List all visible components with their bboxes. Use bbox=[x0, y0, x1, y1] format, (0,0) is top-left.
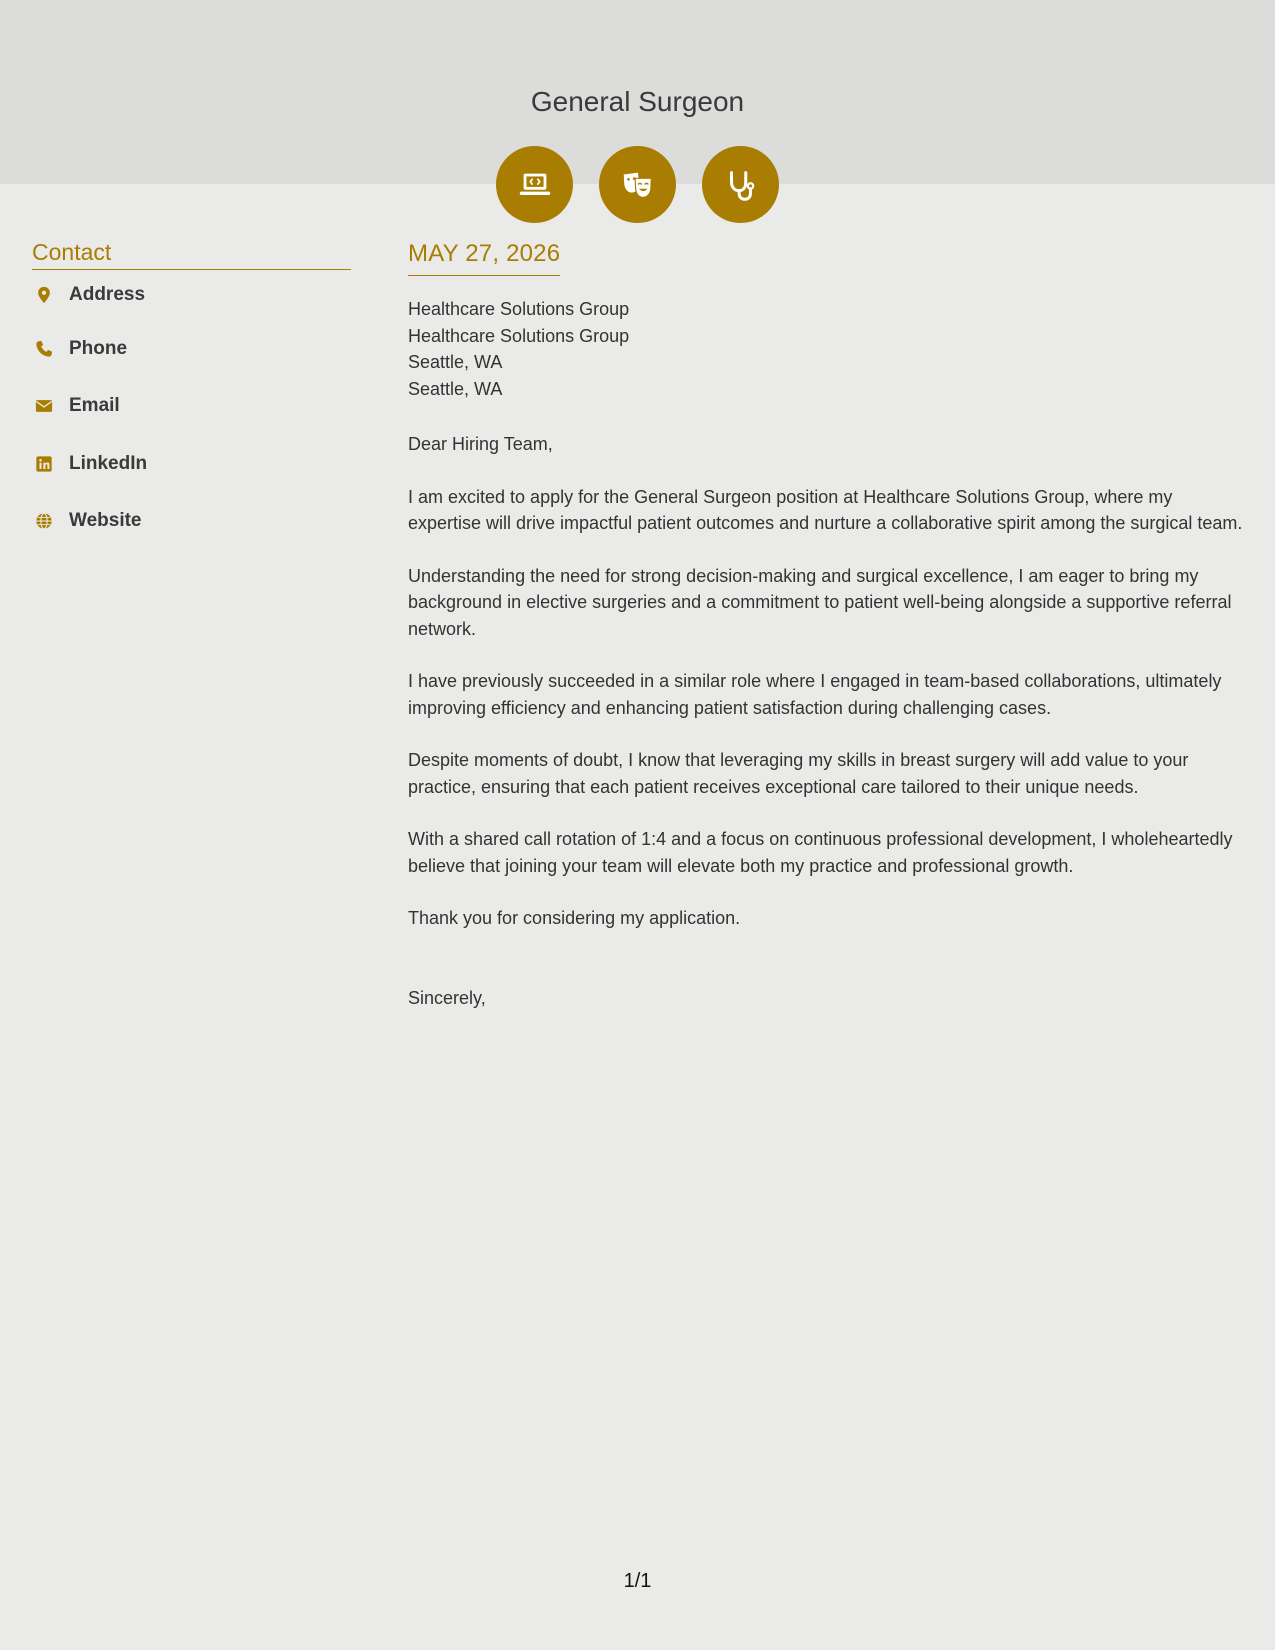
letter-paragraph: Understanding the need for strong decision-making and surgical excellence, I am eager to bring my background in elective surgeries and a commitment to patient well-being alongside a supportive referral network. bbox=[408, 565, 1232, 639]
contact-item-linkedin[interactable] bbox=[32, 435, 351, 493]
letter-paragraph: Thank you for considering my application. bbox=[408, 908, 741, 928]
contact-label-website: Website bbox=[69, 510, 142, 532]
document-title: General Surgeon bbox=[530, 86, 745, 117]
laptop-code-icon bbox=[496, 146, 573, 223]
stethoscope-icon bbox=[702, 146, 779, 223]
page-number: 1/1 bbox=[623, 1570, 652, 1592]
contact-label-linkedin: LinkedIn bbox=[69, 452, 148, 474]
contact-label-phone: Phone bbox=[69, 337, 128, 359]
letter-paragraph: I have previously succeeded in a similar role where I engaged in team-based collaborations, ultimately improving efficiency and enhancing patient satisfaction during challenging cases. bbox=[408, 671, 1222, 718]
letter-date: MAY 27, 2026 bbox=[408, 238, 560, 276]
letter-paragraph: With a shared call rotation of 1:4 and a focus on continuous professional development, I wholeheartedly believe that joining your team will elevate both my practice and professional growth. bbox=[408, 829, 1233, 876]
globe-icon bbox=[31, 508, 57, 534]
theater-masks-icon bbox=[599, 146, 676, 223]
letter-paragraph: I am excited to apply for the General Surgeon position at Healthcare Solutions Group, where my expertise will drive impactful patient outcomes and nurture a collaborative spirit among the surgical team. bbox=[408, 486, 1243, 533]
map-marker-icon bbox=[31, 282, 57, 308]
contact-item-website[interactable] bbox=[32, 493, 351, 551]
header-icon-row bbox=[496, 146, 779, 223]
recipient-address bbox=[408, 296, 1244, 402]
envelope-icon bbox=[31, 393, 57, 419]
sidebar bbox=[32, 237, 351, 550]
contact-label-email: Email bbox=[69, 395, 120, 417]
address-line: Healthcare Solutions Group bbox=[408, 325, 630, 346]
contact-heading: Contact bbox=[32, 237, 351, 270]
contact-item-email[interactable] bbox=[32, 378, 351, 436]
salutation: Dear Hiring Team, bbox=[408, 434, 553, 454]
contact-item-phone[interactable] bbox=[32, 320, 351, 378]
address-line: Healthcare Solutions Group bbox=[408, 299, 630, 319]
address-line: Seattle, WA bbox=[408, 352, 503, 372]
letter-paragraph: Despite moments of doubt, I know that leveraging my skills in breast surgery will add value to your practice, ensuring that each patient receives exceptional care tailored to their unique needs. bbox=[408, 750, 1189, 797]
contact-list bbox=[32, 270, 351, 550]
address-line: Seattle, WA bbox=[408, 378, 503, 399]
contact-label-address: Address bbox=[69, 284, 146, 305]
linkedin-icon bbox=[31, 451, 57, 477]
phone-icon bbox=[31, 336, 57, 362]
letter-body bbox=[408, 238, 1244, 1011]
closing: Sincerely, bbox=[408, 987, 486, 1008]
contact-item-address[interactable] bbox=[32, 270, 351, 320]
